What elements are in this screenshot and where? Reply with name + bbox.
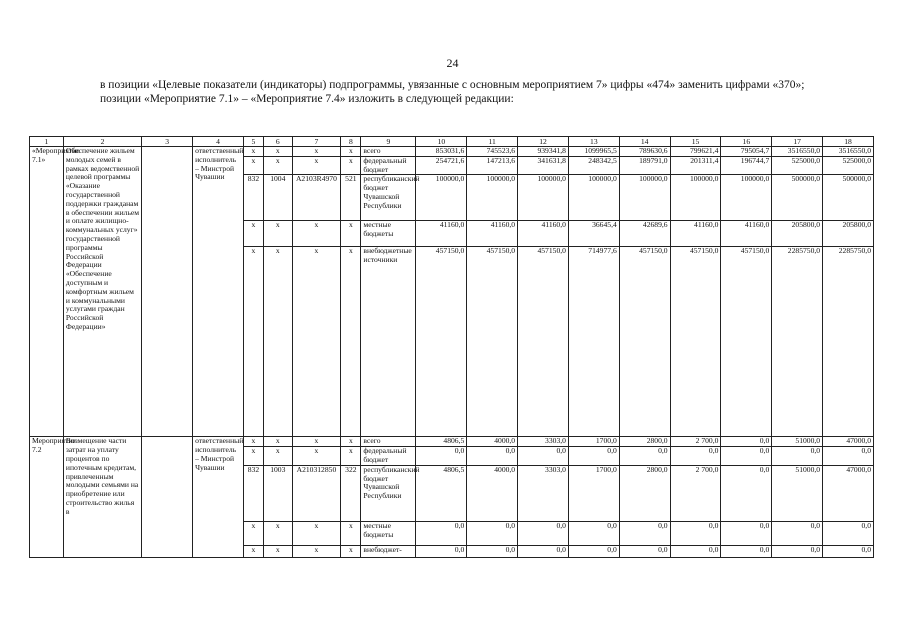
amount-cell: 2285750,0 [772, 247, 823, 437]
budget-code-cell: x [243, 447, 263, 466]
budget-code-cell: x [264, 156, 293, 175]
amount-cell: 0,0 [416, 545, 467, 557]
amount-cell: 4806,5 [416, 437, 467, 447]
budget-code-cell: x [341, 221, 361, 247]
amount-cell: 0,0 [416, 447, 467, 466]
empty-cell [142, 437, 193, 557]
budget-code-cell: x [341, 147, 361, 157]
column-header: 12 [518, 137, 569, 147]
column-header: 13 [568, 137, 619, 147]
table-row [30, 437, 874, 447]
amount-cell: 205800,0 [772, 221, 823, 247]
budget-code-cell: x [264, 247, 293, 437]
measure-name: «Мероприятие 7.1» [30, 147, 64, 437]
amount-cell: 0,0 [721, 521, 772, 545]
budget-code-cell: 832 [243, 465, 263, 521]
amount-cell: 0,0 [721, 437, 772, 447]
funding-source: всего [361, 147, 416, 157]
amount-cell: 457150,0 [518, 247, 569, 437]
amount-cell: 100000,0 [568, 175, 619, 221]
amount-cell: 0,0 [416, 521, 467, 545]
amount-cell: 745523,6 [467, 147, 518, 157]
amount-cell: 47000,0 [823, 465, 874, 521]
amount-cell: 457150,0 [416, 247, 467, 437]
amount-cell: 41160,0 [467, 221, 518, 247]
budget-code-cell: x [243, 147, 263, 157]
amount-cell: 100000,0 [518, 175, 569, 221]
funding-source: федеральный бюджет [361, 447, 416, 466]
budget-code-cell: x [292, 521, 341, 545]
column-header: 2 [63, 137, 141, 147]
amount-cell: 457150,0 [467, 247, 518, 437]
amount-cell: 2 700,0 [670, 437, 721, 447]
column-header: 1 [30, 137, 64, 147]
amount-cell: 500000,0 [823, 175, 874, 221]
budget-code-cell: x [243, 156, 263, 175]
funding-source: федеральный бюджет [361, 156, 416, 175]
column-header: 3 [142, 137, 193, 147]
amount-cell: 1700,0 [568, 465, 619, 521]
column-header: 11 [467, 137, 518, 147]
budget-code-cell: x [292, 447, 341, 466]
funding-source: всего [361, 437, 416, 447]
amount-cell: 853031,6 [416, 147, 467, 157]
amount-cell: 0,0 [619, 545, 670, 557]
column-header: 14 [619, 137, 670, 147]
funding-source: местные бюджеты [361, 221, 416, 247]
amount-cell: 525000,0 [772, 156, 823, 175]
amount-cell: 254721,6 [416, 156, 467, 175]
amount-cell: 2800,0 [619, 465, 670, 521]
budget-code-cell: x [264, 437, 293, 447]
column-header: 16 [721, 137, 772, 147]
amount-cell: 4000,0 [467, 465, 518, 521]
amount-cell: 41160,0 [416, 221, 467, 247]
measure-executor: ответственный исполнитель – Минстрой Чувашии [193, 437, 244, 557]
amount-cell: 0,0 [721, 447, 772, 466]
budget-code-cell: x [243, 521, 263, 545]
column-header: 15 [670, 137, 721, 147]
amount-cell: 189791,0 [619, 156, 670, 175]
amount-cell: 0,0 [670, 521, 721, 545]
amount-cell: 0,0 [772, 447, 823, 466]
amount-cell: 500000,0 [772, 175, 823, 221]
measure-executor: ответственный исполнитель – Минстрой Чувашии [193, 147, 244, 437]
amount-cell: 525000,0 [823, 156, 874, 175]
amount-cell: 51000,0 [772, 465, 823, 521]
budget-code-cell: x [341, 545, 361, 557]
paragraph: позиции «Мероприятие 7.1» – «Мероприятие 7.4» изложить в следующей редакции: [100, 93, 514, 105]
amount-cell: 0,0 [619, 447, 670, 466]
amount-cell: 100000,0 [619, 175, 670, 221]
budget-code-cell: 322 [341, 465, 361, 521]
amount-cell: 939341,8 [518, 147, 569, 157]
amount-cell: 100000,0 [670, 175, 721, 221]
amount-cell: 0,0 [619, 521, 670, 545]
measure-description: Обеспечение жильем молодых семей в рамках ведомственной целевой программы «Оказание государственной поддержки гражданам в обеспечении жильем и оплате жилищно-коммунальных услуг» государственной программы Российской Федерации «Обеспечение доступным и комфортным жильем и коммунальными услугами граждан Российской Федерации» [63, 147, 141, 437]
amount-cell: 457150,0 [619, 247, 670, 437]
column-header: 9 [361, 137, 416, 147]
amount-cell: 3516550,0 [772, 147, 823, 157]
budget-code-cell: x [292, 147, 341, 157]
amount-cell: 0,0 [518, 447, 569, 466]
funding-source: республиканский бюджет Чувашской Республики [361, 175, 416, 221]
amount-cell: 1700,0 [568, 437, 619, 447]
budget-code-cell: A210312850 [292, 465, 341, 521]
amount-cell: 0,0 [518, 545, 569, 557]
amount-cell: 196744,7 [721, 156, 772, 175]
amount-cell: 0,0 [823, 521, 874, 545]
budget-code-cell: x [341, 521, 361, 545]
amount-cell: 0,0 [467, 447, 518, 466]
amount-cell: 201311,4 [670, 156, 721, 175]
amount-cell: 0,0 [568, 521, 619, 545]
amount-cell: 100000,0 [721, 175, 772, 221]
amount-cell: 3303,0 [518, 437, 569, 447]
budget-code-cell: x [341, 247, 361, 437]
body-text [58, 78, 848, 106]
amount-cell: 2285750,0 [823, 247, 874, 437]
budget-code-cell: x [292, 221, 341, 247]
column-header: 10 [416, 137, 467, 147]
amount-cell: 248342,5 [568, 156, 619, 175]
budget-code-cell: x [264, 147, 293, 157]
amount-cell: 3303,0 [518, 465, 569, 521]
budget-code-cell: x [243, 221, 263, 247]
amount-cell: 714977,6 [568, 247, 619, 437]
budget-code-cell: x [292, 247, 341, 437]
page-number: 24 [446, 56, 459, 70]
budget-code-cell: x [243, 247, 263, 437]
amount-cell: 0,0 [467, 545, 518, 557]
column-header: 8 [341, 137, 361, 147]
amount-cell: 47000,0 [823, 437, 874, 447]
amount-cell: 0,0 [670, 545, 721, 557]
amount-cell: 41160,0 [670, 221, 721, 247]
amount-cell: 147213,6 [467, 156, 518, 175]
amount-cell: 0,0 [823, 447, 874, 466]
funding-source: республиканский бюджет Чувашской Республики [361, 465, 416, 521]
amount-cell: 799621,4 [670, 147, 721, 157]
measure-description: Возмещение части затрат на уплату процентов по ипотечным кредитам, привлеченным молодыми семьями на приобретение или строительство жилья в [63, 437, 141, 557]
amount-cell: 0,0 [721, 465, 772, 521]
amount-cell: 4000,0 [467, 437, 518, 447]
budget-code-cell: x [264, 447, 293, 466]
amount-cell: 2800,0 [619, 437, 670, 447]
column-header: 5 [243, 137, 263, 147]
amount-cell: 0,0 [568, 545, 619, 557]
amount-cell: 4806,5 [416, 465, 467, 521]
amount-cell: 41160,0 [518, 221, 569, 247]
column-header: 4 [193, 137, 244, 147]
budget-code-cell: x [292, 156, 341, 175]
amount-cell: 0,0 [467, 521, 518, 545]
amount-cell: 1099965,5 [568, 147, 619, 157]
budget-code-cell: x [341, 447, 361, 466]
budget-code-cell: x [264, 221, 293, 247]
amount-cell: 0,0 [670, 447, 721, 466]
budget-code-cell: x [341, 437, 361, 447]
table-row [30, 147, 874, 157]
amount-cell: 51000,0 [772, 437, 823, 447]
column-header: 7 [292, 137, 341, 147]
amount-cell: 0,0 [823, 545, 874, 557]
amount-cell: 41160,0 [721, 221, 772, 247]
amount-cell: 36645,4 [568, 221, 619, 247]
amount-cell: 457150,0 [670, 247, 721, 437]
column-header: 18 [823, 137, 874, 147]
budget-code-cell: 1003 [264, 465, 293, 521]
budget-code-cell: x [292, 545, 341, 557]
budget-code-cell: x [292, 437, 341, 447]
amount-cell: 42689,6 [619, 221, 670, 247]
budget-code-cell: x [264, 521, 293, 545]
amount-cell: 795054,7 [721, 147, 772, 157]
column-header: 6 [264, 137, 293, 147]
amount-cell: 457150,0 [721, 247, 772, 437]
amount-cell: 0,0 [772, 521, 823, 545]
measure-name: Мероприятие 7.2 [30, 437, 64, 557]
budget-code-cell: x [264, 545, 293, 557]
amount-cell: 205800,0 [823, 221, 874, 247]
amount-cell: 100000,0 [416, 175, 467, 221]
paragraph: в позиции «Целевые показатели (индикаторы) подпрограммы, увязанные с основным мероприятием 7» цифры «474» заменить цифрами «370»; [100, 79, 805, 91]
empty-cell [142, 147, 193, 437]
amount-cell: 3516550,0 [823, 147, 874, 157]
amount-cell: 0,0 [721, 545, 772, 557]
budget-code-cell: x [243, 545, 263, 557]
amount-cell: 0,0 [518, 521, 569, 545]
budget-code-cell: A2103R4970 [292, 175, 341, 221]
budget-code-cell: 1004 [264, 175, 293, 221]
column-header: 17 [772, 137, 823, 147]
amount-cell: 0,0 [772, 545, 823, 557]
amount-cell: 2 700,0 [670, 465, 721, 521]
table-header-row [30, 137, 874, 147]
funding-source: внебюджет- [361, 545, 416, 557]
amount-cell: 0,0 [568, 447, 619, 466]
budget-code-cell: 521 [341, 175, 361, 221]
budget-code-cell: x [243, 437, 263, 447]
amount-cell: 341631,8 [518, 156, 569, 175]
amount-cell: 789630,6 [619, 147, 670, 157]
budget-code-cell: x [341, 156, 361, 175]
budget-table [29, 136, 874, 640]
budget-code-cell: 832 [243, 175, 263, 221]
funding-source: местные бюджеты [361, 521, 416, 545]
amount-cell: 100000,0 [467, 175, 518, 221]
funding-source: внебюджетные источники [361, 247, 416, 437]
